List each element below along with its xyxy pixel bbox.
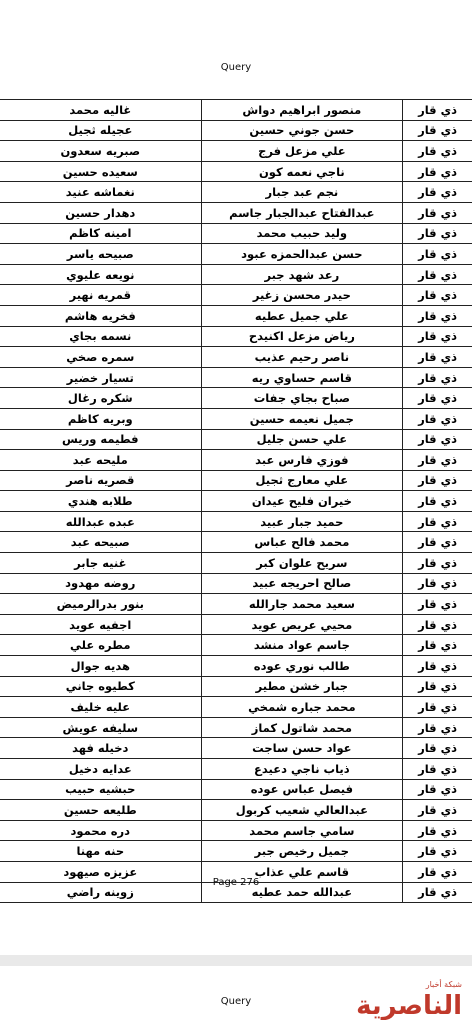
name-cell: عبدالله حمد عطيه bbox=[201, 882, 403, 903]
name-cell: محمد فالح عباس bbox=[201, 532, 403, 553]
next-page bbox=[0, 966, 472, 1024]
table-row bbox=[0, 161, 472, 182]
name-cell: صالح احريجه عبيد bbox=[201, 573, 403, 594]
name-cell: جاسم عواد منشد bbox=[201, 635, 403, 656]
province-cell: ذي قار bbox=[403, 388, 472, 409]
table-row bbox=[0, 614, 472, 635]
name-cell: قاسم حساوي ريه bbox=[201, 367, 403, 388]
name-cell: فوزي فارس عبد bbox=[201, 450, 403, 471]
province-cell: ذي قار bbox=[403, 161, 472, 182]
table-row bbox=[0, 841, 472, 862]
province-cell: ذي قار bbox=[403, 305, 472, 326]
name-cell: خيران فليح عيدان bbox=[201, 491, 403, 512]
province-cell: ذي قار bbox=[403, 553, 472, 574]
table-row bbox=[0, 491, 472, 512]
mother-name-cell: طلابه هندي bbox=[0, 491, 201, 512]
table-row bbox=[0, 367, 472, 388]
province-cell: ذي قار bbox=[403, 120, 472, 141]
table-row bbox=[0, 759, 472, 780]
name-cell: جميل رخيص جبر bbox=[201, 841, 403, 862]
name-cell: محمد جباره شمخي bbox=[201, 697, 403, 718]
name-cell: حسن عبدالحمزه عبود bbox=[201, 244, 403, 265]
province-cell: ذي قار bbox=[403, 223, 472, 244]
name-cell: حسن جوني حسين bbox=[201, 120, 403, 141]
province-cell: ذي قار bbox=[403, 326, 472, 347]
table-row bbox=[0, 635, 472, 656]
table-row bbox=[0, 594, 472, 615]
province-cell: ذي قار bbox=[403, 717, 472, 738]
table-row bbox=[0, 697, 472, 718]
name-cell: محيي عريص عويد bbox=[201, 614, 403, 635]
name-cell: ناصر رحيم عذيب bbox=[201, 347, 403, 368]
table-row bbox=[0, 429, 472, 450]
province-cell: ذي قار bbox=[403, 800, 472, 821]
table-row bbox=[0, 244, 472, 265]
province-cell: ذي قار bbox=[403, 141, 472, 162]
page-footer: Page 276 bbox=[212, 877, 260, 888]
table-row bbox=[0, 553, 472, 574]
mother-name-cell: قصريه ناصر bbox=[0, 470, 201, 491]
province-cell: ذي قار bbox=[403, 759, 472, 780]
mother-name-cell: نسمه بجاي bbox=[0, 326, 201, 347]
mother-name-cell: تسيار خضير bbox=[0, 367, 201, 388]
province-cell: ذي قار bbox=[403, 841, 472, 862]
name-cell: طالب نوري عوده bbox=[201, 656, 403, 677]
table-row bbox=[0, 120, 472, 141]
name-cell: رعد شهد جبر bbox=[201, 264, 403, 285]
mother-name-cell: عجيله ثجيل bbox=[0, 120, 201, 141]
name-cell: حيدر محسن زغير bbox=[201, 285, 403, 306]
table-row bbox=[0, 388, 472, 409]
mother-name-cell: مطره علي bbox=[0, 635, 201, 656]
province-cell: ذي قار bbox=[403, 573, 472, 594]
province-cell: ذي قار bbox=[403, 244, 472, 265]
name-cell: علي معارج ثجيل bbox=[201, 470, 403, 491]
province-cell: ذي قار bbox=[403, 820, 472, 841]
table-row bbox=[0, 820, 472, 841]
name-cell: سريح علوان كبر bbox=[201, 553, 403, 574]
mother-name-cell: دره محمود bbox=[0, 820, 201, 841]
mother-name-cell: شكره رغال bbox=[0, 388, 201, 409]
table-row bbox=[0, 532, 472, 553]
table-row bbox=[0, 223, 472, 244]
page-header: Query bbox=[220, 62, 252, 73]
name-cell: عواد حسن ساجت bbox=[201, 738, 403, 759]
mother-name-cell: وبريه كاظم bbox=[0, 408, 201, 429]
table-row bbox=[0, 408, 472, 429]
name-cell: وليد حبيب محمد bbox=[201, 223, 403, 244]
province-cell: ذي قار bbox=[403, 532, 472, 553]
province-cell: ذي قار bbox=[403, 697, 472, 718]
name-cell: علي جميل عطيه bbox=[201, 305, 403, 326]
mother-name-cell: دهدار حسين bbox=[0, 202, 201, 223]
province-cell: ذي قار bbox=[403, 408, 472, 429]
mother-name-cell: عليه خليف bbox=[0, 697, 201, 718]
name-cell: علي مزعل فرج bbox=[201, 141, 403, 162]
province-cell: ذي قار bbox=[403, 676, 472, 697]
mother-name-cell: عبده عبدالله bbox=[0, 511, 201, 532]
table-row bbox=[0, 202, 472, 223]
province-cell: ذي قار bbox=[403, 182, 472, 203]
mother-name-cell: زوينه راضي bbox=[0, 882, 201, 903]
province-cell: ذي قار bbox=[403, 779, 472, 800]
mother-name-cell: مليحه عبد bbox=[0, 450, 201, 471]
province-cell: ذي قار bbox=[403, 100, 472, 121]
table-row bbox=[0, 470, 472, 491]
province-cell: ذي قار bbox=[403, 264, 472, 285]
table-row bbox=[0, 326, 472, 347]
mother-name-cell: قمريه نهير bbox=[0, 285, 201, 306]
mother-name-cell: غاليه محمد bbox=[0, 100, 201, 121]
province-cell: ذي قار bbox=[403, 285, 472, 306]
name-cell: نجم عبد جبار bbox=[201, 182, 403, 203]
mother-name-cell: عدايه دخيل bbox=[0, 759, 201, 780]
next-page-header: Query bbox=[220, 996, 252, 1007]
mother-name-cell: نغماشه عنيد bbox=[0, 182, 201, 203]
province-cell: ذي قار bbox=[403, 594, 472, 615]
mother-name-cell: فطيمه وريس bbox=[0, 429, 201, 450]
province-cell: ذي قار bbox=[403, 511, 472, 532]
province-cell: ذي قار bbox=[403, 470, 472, 491]
table-row bbox=[0, 285, 472, 306]
name-cell: جميل نعيمه حسين bbox=[201, 408, 403, 429]
province-cell: ذي قار bbox=[403, 450, 472, 471]
name-cell: سعيد محمد جارالله bbox=[201, 594, 403, 615]
mother-name-cell: فخريه هاشم bbox=[0, 305, 201, 326]
name-cell: علي حسن جليل bbox=[201, 429, 403, 450]
mother-name-cell: صبريه سعدون bbox=[0, 141, 201, 162]
watermark-logo bbox=[344, 974, 466, 1020]
province-cell: ذي قار bbox=[403, 738, 472, 759]
table-row bbox=[0, 573, 472, 594]
name-cell: صباح بجاي جفات bbox=[201, 388, 403, 409]
mother-name-cell: حنه مهنا bbox=[0, 841, 201, 862]
table-row bbox=[0, 800, 472, 821]
name-cell: فيصل عباس عوده bbox=[201, 779, 403, 800]
table-row bbox=[0, 182, 472, 203]
table-row bbox=[0, 450, 472, 471]
name-cell: محمد شاتول كماز bbox=[201, 717, 403, 738]
records-table bbox=[0, 99, 472, 903]
mother-name-cell: صبيحه ياسر bbox=[0, 244, 201, 265]
mother-name-cell: غنيه جابر bbox=[0, 553, 201, 574]
records-body bbox=[0, 100, 472, 903]
table-row bbox=[0, 738, 472, 759]
table-row bbox=[0, 717, 472, 738]
table-row bbox=[0, 100, 472, 121]
mother-name-cell: حبشيه حبيب bbox=[0, 779, 201, 800]
name-cell: عبدالفتاح عبدالجبار جاسم bbox=[201, 202, 403, 223]
province-cell: ذي قار bbox=[403, 882, 472, 903]
name-cell: سامي جاسم محمد bbox=[201, 820, 403, 841]
watermark-subtitle: شبكة أخبار bbox=[425, 980, 462, 989]
name-cell: قاسم علي عذاب bbox=[201, 861, 403, 882]
province-cell: ذي قار bbox=[403, 614, 472, 635]
mother-name-cell: سعيده حسين bbox=[0, 161, 201, 182]
mother-name-cell: نويعه عليوي bbox=[0, 264, 201, 285]
province-cell: ذي قار bbox=[403, 861, 472, 882]
mother-name-cell: امينه كاظم bbox=[0, 223, 201, 244]
name-cell: منصور ابراهيم دواش bbox=[201, 100, 403, 121]
mother-name-cell: سليفه عويش bbox=[0, 717, 201, 738]
table-row bbox=[0, 264, 472, 285]
table-row bbox=[0, 511, 472, 532]
province-cell: ذي قار bbox=[403, 635, 472, 656]
table-row bbox=[0, 141, 472, 162]
name-cell: ذياب ناجي دعيدع bbox=[201, 759, 403, 780]
name-cell: حميد جبار عبيد bbox=[201, 511, 403, 532]
name-cell: جبار خشن مطير bbox=[201, 676, 403, 697]
name-cell: رياض مزعل اكنيدح bbox=[201, 326, 403, 347]
table-row bbox=[0, 347, 472, 368]
mother-name-cell: طليعه حسين bbox=[0, 800, 201, 821]
province-cell: ذي قار bbox=[403, 202, 472, 223]
province-cell: ذي قار bbox=[403, 367, 472, 388]
table-row bbox=[0, 779, 472, 800]
mother-name-cell: عزيزه صيهود bbox=[0, 861, 201, 882]
mother-name-cell: بنور بدرالرميض bbox=[0, 594, 201, 615]
mother-name-cell: اجفيه عويد bbox=[0, 614, 201, 635]
province-cell: ذي قار bbox=[403, 656, 472, 677]
table-row bbox=[0, 676, 472, 697]
table-row bbox=[0, 656, 472, 677]
mother-name-cell: سمره صخي bbox=[0, 347, 201, 368]
mother-name-cell: هديه جوال bbox=[0, 656, 201, 677]
mother-name-cell: دخيله فهد bbox=[0, 738, 201, 759]
name-cell: عبدالعالي شعيب كربول bbox=[201, 800, 403, 821]
watermark-title: الناصرية bbox=[356, 991, 462, 1020]
table-row bbox=[0, 305, 472, 326]
name-cell: ناجي نعمه كون bbox=[201, 161, 403, 182]
mother-name-cell: كطيوه جاني bbox=[0, 676, 201, 697]
province-cell: ذي قار bbox=[403, 491, 472, 512]
mother-name-cell: روضه مهدود bbox=[0, 573, 201, 594]
province-cell: ذي قار bbox=[403, 347, 472, 368]
province-cell: ذي قار bbox=[403, 429, 472, 450]
mother-name-cell: صبيحه عبد bbox=[0, 532, 201, 553]
